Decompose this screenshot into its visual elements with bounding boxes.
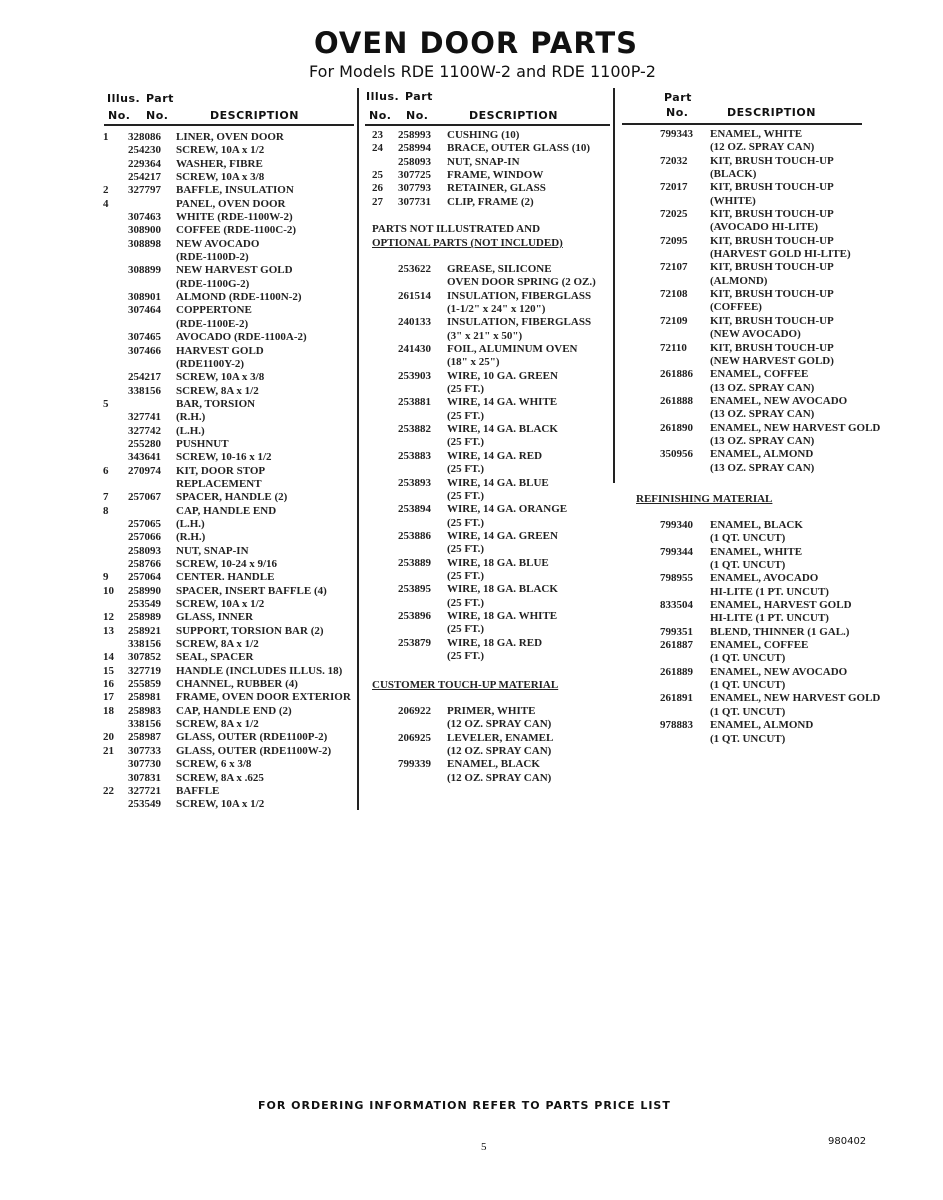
part-description: (1 QT. UNCUT)	[710, 652, 786, 665]
part-number: 270974	[128, 464, 161, 477]
part-number: 308900	[128, 224, 161, 237]
part-description: ENAMEL, HARVEST GOLD	[710, 599, 852, 612]
part-description: (AVOCADO HI-LITE)	[710, 221, 819, 234]
part-description: (WHITE)	[710, 194, 756, 207]
illus-number: 17	[103, 691, 114, 704]
illus-number: 1	[103, 131, 109, 143]
part-description: (25 FT.)	[447, 436, 485, 449]
part-number: 258990	[128, 584, 161, 597]
part-number: 72032	[660, 154, 688, 167]
part-number: 254217	[128, 371, 161, 384]
part-number: 261887	[660, 639, 693, 652]
part-description: (13 OZ. SPRAY CAN)	[710, 434, 815, 447]
part-description: RETAINER, GLASS	[447, 182, 546, 195]
part-description: SPACER, INSERT BAFFLE (4)	[176, 584, 327, 597]
part-number: 307730	[128, 758, 161, 771]
part-number: 308898	[128, 237, 161, 250]
part-description: SCREW, 10A x 1/2	[176, 598, 265, 611]
illus-number: 5	[103, 397, 109, 410]
part-description: (1 QT. UNCUT)	[710, 559, 786, 572]
part-number: 258921	[128, 624, 161, 637]
part-description: WIRE, 14 GA. RED	[447, 449, 543, 462]
part-description: INSULATION, FIBERGLASS	[447, 289, 592, 302]
part-description: (13 OZ. SPRAY CAN)	[710, 461, 815, 474]
part-number: 307731	[398, 195, 431, 208]
part-number: 261888	[660, 394, 693, 407]
part-description: (L.H.)	[176, 424, 205, 437]
part-description: WIRE, 18 GA. WHITE	[447, 609, 558, 622]
part-description: SCREW, 6 x 3/8	[176, 758, 252, 771]
part-description: (1-1/2" x 24" x 120")	[447, 303, 546, 316]
part-number: 258093	[128, 544, 161, 557]
part-description: HI-LITE (1 PT. UNCUT)	[710, 585, 829, 598]
part-description: GLASS, INNER	[176, 611, 254, 624]
illus-number: 2	[103, 184, 109, 197]
part-description: (L.H.)	[176, 517, 205, 530]
illus-number: 23	[372, 129, 383, 141]
section-heading-line: CUSTOMER TOUCH-UP MATERIAL	[372, 679, 559, 691]
part-number: 307463	[128, 211, 161, 224]
illus-number: 15	[103, 664, 114, 677]
part-description: (RDE-1100D-2)	[176, 251, 249, 264]
part-description: SCREW, 10A x 1/2	[176, 798, 265, 811]
part-number: 72095	[660, 234, 688, 247]
header-description: DESCRIPTION	[727, 106, 816, 119]
part-description: (1 QT. UNCUT)	[710, 679, 786, 692]
part-description: (ALMOND)	[710, 274, 768, 287]
part-description: KIT, BRUSH TOUCH-UP	[710, 288, 834, 301]
part-description: NEW AVOCADO	[176, 237, 260, 250]
header-part-no: No.	[406, 109, 429, 122]
part-description: SCREW, 10A x 3/8	[176, 371, 265, 384]
part-description: BLEND, THINNER (1 GAL.)	[710, 625, 850, 638]
part-description: KIT, BRUSH TOUCH-UP	[710, 208, 834, 221]
header-rule	[104, 124, 354, 126]
part-description: (R.H.)	[176, 531, 206, 544]
part-number: 799343	[660, 128, 693, 140]
part-description: (12 OZ. SPRAY CAN)	[447, 745, 552, 758]
part-number: 253894	[398, 503, 431, 516]
part-description: (RDE1100Y-2)	[176, 357, 245, 370]
part-description: KIT, BRUSH TOUCH-UP	[710, 154, 834, 167]
part-description: (25 FT.)	[447, 649, 485, 662]
part-description: SCREW, 8A x 1/2	[176, 638, 259, 651]
part-description: BAFFLE, INSULATION	[176, 184, 294, 197]
part-number: 253903	[398, 369, 431, 382]
ordering-footer: FOR ORDERING INFORMATION REFER TO PARTS PRICE LIST	[258, 1099, 671, 1112]
part-description: (18" x 25")	[447, 356, 500, 369]
part-description: SUPPORT, TORSION BAR (2)	[176, 624, 324, 637]
header-rule	[622, 123, 862, 125]
header-part: Part	[146, 92, 174, 105]
part-description: WHITE (RDE-1100W-2)	[176, 211, 293, 224]
part-description: WIRE, 14 GA. BLUE	[447, 476, 549, 489]
part-description: SCREW, 10A x 1/2	[176, 144, 265, 157]
part-description: KIT, BRUSH TOUCH-UP	[710, 314, 834, 327]
part-description: (1 QT. UNCUT)	[710, 532, 786, 545]
part-description: HANDLE (INCLUDES ILLUS. 18)	[176, 664, 343, 677]
page-title: OVEN DOOR PARTS	[313, 26, 639, 60]
part-description: (RDE-1100E-2)	[176, 317, 249, 330]
part-number: 258983	[128, 704, 161, 717]
illus-number: 9	[103, 571, 109, 584]
part-number: 257065	[128, 517, 161, 530]
part-number: 241430	[398, 343, 431, 356]
part-description: ENAMEL, NEW AVOCADO	[710, 665, 848, 678]
part-number: 343641	[128, 451, 161, 464]
part-description: WIRE, 18 GA. RED	[447, 636, 543, 649]
part-description: (12 OZ. SPRAY CAN)	[447, 718, 552, 731]
illus-number: 26	[372, 182, 383, 195]
part-number: 258987	[128, 731, 161, 744]
part-description: (NEW HARVEST GOLD)	[710, 354, 834, 367]
part-description: COFFEE (RDE-1100C-2)	[176, 224, 297, 237]
part-number: 72017	[660, 181, 688, 194]
part-description: (NEW AVOCADO)	[710, 328, 801, 341]
part-number: 257064	[128, 571, 161, 584]
header-part: Part	[664, 91, 692, 104]
illus-number: 8	[103, 504, 109, 517]
column-divider	[613, 88, 615, 483]
part-number: 253879	[398, 636, 431, 649]
part-number: 261891	[660, 692, 693, 705]
part-description: SCREW, 8A x .625	[176, 771, 264, 784]
part-description: CLIP, FRAME (2)	[447, 195, 534, 208]
part-description: (12 OZ. SPRAY CAN)	[710, 141, 815, 154]
part-description: ENAMEL, BLACK	[447, 758, 540, 771]
part-description: CUSHING (10)	[447, 129, 520, 141]
document-code: 980402	[828, 1136, 867, 1147]
part-number: 206922	[398, 705, 431, 717]
part-description: ENAMEL, BLACK	[710, 519, 803, 531]
part-description: KIT, BRUSH TOUCH-UP	[710, 234, 834, 247]
section-heading-line: PARTS NOT ILLUSTRATED AND	[372, 223, 541, 235]
part-description: (1 QT. UNCUT)	[710, 732, 786, 745]
column-divider	[357, 88, 359, 810]
part-description: ENAMEL, WHITE	[710, 128, 803, 140]
illus-number: 25	[372, 169, 383, 182]
part-description: NUT, SNAP-IN	[176, 544, 249, 557]
part-description: GREASE, SILICONE	[447, 263, 552, 275]
part-description: GLASS, OUTER (RDE1100W-2)	[176, 744, 332, 757]
part-description: SEAL, SPACER	[176, 651, 254, 664]
section-heading-line: REFINISHING MATERIAL	[636, 493, 773, 505]
part-description: KIT, DOOR STOP	[176, 464, 266, 477]
part-number: 253881	[398, 396, 431, 409]
part-number: 229364	[128, 157, 161, 170]
header-part-no: No.	[666, 106, 689, 119]
part-description: BRACE, OUTER GLASS (10)	[447, 142, 591, 155]
part-description: SCREW, 8A x 1/2	[176, 718, 259, 731]
part-number: 258994	[398, 142, 431, 155]
part-description: ALMOND (RDE-1100N-2)	[176, 291, 302, 304]
part-description: (25 FT.)	[447, 489, 485, 502]
part-number: 253622	[398, 263, 431, 275]
part-description: (HARVEST GOLD HI-LITE)	[710, 248, 851, 261]
part-description: OVEN DOOR SPRING (2 OZ.)	[447, 276, 596, 289]
part-number: 253882	[398, 423, 431, 436]
part-description: (25 FT.)	[447, 516, 485, 529]
part-description: LEVELER, ENAMEL	[447, 731, 554, 744]
part-description: ENAMEL, COFFEE	[710, 639, 809, 652]
part-number: 253889	[398, 556, 431, 569]
header-description: DESCRIPTION	[469, 109, 558, 122]
part-description: KIT, BRUSH TOUCH-UP	[710, 181, 834, 194]
part-number: 307464	[128, 304, 161, 317]
part-number: 307725	[398, 169, 431, 182]
part-number: 258093	[398, 155, 431, 168]
part-number: 833504	[660, 599, 693, 612]
part-description: KIT, BRUSH TOUCH-UP	[710, 341, 834, 354]
part-description: (25 FT.)	[447, 463, 485, 476]
part-number: 338156	[128, 384, 161, 397]
part-number: 327721	[128, 784, 161, 797]
part-description: WIRE, 18 GA. BLACK	[447, 583, 558, 596]
part-description: NEW HARVEST GOLD	[176, 264, 293, 277]
part-description: AVOCADO (RDE-1100A-2)	[176, 331, 307, 344]
part-description: FRAME, WINDOW	[447, 169, 544, 182]
part-description: ENAMEL, NEW AVOCADO	[710, 394, 848, 407]
part-number: 327742	[128, 424, 161, 437]
part-description: (25 FT.)	[447, 623, 485, 636]
part-description: WASHER, FIBRE	[176, 157, 263, 170]
illus-number: 12	[103, 611, 114, 624]
part-description: PRIMER, WHITE	[447, 705, 536, 717]
part-number: 206925	[398, 731, 431, 744]
part-description: CAP, HANDLE END (2)	[176, 704, 292, 717]
part-description: (12 OZ. SPRAY CAN)	[447, 771, 552, 784]
part-number: 258993	[398, 129, 431, 141]
part-number: 240133	[398, 316, 431, 329]
part-description: ENAMEL, NEW HARVEST GOLD	[710, 692, 881, 705]
part-number: 307852	[128, 651, 161, 664]
part-number: 307466	[128, 344, 161, 357]
illus-number: 14	[103, 651, 114, 664]
part-description: WIRE, 14 GA. GREEN	[447, 529, 558, 542]
part-description: (13 OZ. SPRAY CAN)	[710, 381, 815, 394]
part-number: 255280	[128, 437, 161, 450]
part-description: BAFFLE	[176, 784, 220, 797]
part-description: (25 FT.)	[447, 543, 485, 556]
part-description: INSULATION, FIBERGLASS	[447, 316, 592, 329]
part-description: (RDE-1100G-2)	[176, 277, 250, 290]
part-number: 253549	[128, 598, 161, 611]
part-number: 72110	[660, 341, 687, 354]
illus-number: 18	[103, 704, 114, 717]
part-number: 254217	[128, 171, 161, 184]
part-description: (25 FT.)	[447, 569, 485, 582]
part-description: HI-LITE (1 PT. UNCUT)	[710, 612, 829, 625]
header-part-no: No.	[146, 109, 169, 122]
header-rule	[365, 124, 610, 126]
illus-number: 24	[372, 142, 383, 155]
page-subtitle: For Models RDE 1100W-2 and RDE 1100P-2	[309, 62, 656, 81]
part-number: 72108	[660, 288, 688, 301]
part-description: ENAMEL, WHITE	[710, 545, 803, 558]
part-description: (25 FT.)	[447, 596, 485, 609]
part-number: 258766	[128, 558, 161, 570]
part-number: 799344	[660, 545, 693, 558]
part-description: ENAMEL, ALMOND	[710, 448, 814, 461]
part-number: 327797	[128, 184, 161, 197]
part-number: 307831	[128, 771, 161, 784]
part-number: 72025	[660, 208, 688, 221]
part-number: 254230	[128, 144, 161, 157]
part-description: (13 OZ. SPRAY CAN)	[710, 408, 815, 421]
part-number: 253896	[398, 609, 431, 622]
part-description: (BLACK)	[710, 168, 757, 181]
page-number: 5	[481, 1141, 487, 1153]
part-number: 338156	[128, 638, 161, 651]
part-description: WIRE, 14 GA. ORANGE	[447, 503, 568, 516]
part-number: 338156	[128, 718, 161, 731]
part-description: BAR, TORSION	[176, 397, 256, 410]
illus-number: 7	[103, 491, 109, 504]
part-number: 253549	[128, 798, 161, 811]
part-description: PUSHNUT	[176, 437, 229, 450]
part-description: WIRE, 14 GA. WHITE	[447, 396, 558, 409]
part-number: 257066	[128, 531, 161, 544]
part-description: CHANNEL, RUBBER (4)	[176, 678, 298, 691]
part-number: 978883	[660, 719, 693, 732]
header-illus: Illus.	[366, 90, 400, 103]
part-number: 72107	[660, 261, 688, 274]
part-description: WIRE, 14 GA. BLACK	[447, 423, 558, 436]
illus-number: 27	[372, 195, 383, 208]
section-heading-line: OPTIONAL PARTS (NOT INCLUDED)	[372, 237, 563, 249]
part-description: WIRE, 10 GA. GREEN	[447, 369, 558, 382]
part-number: 327741	[128, 411, 161, 424]
part-number: 798955	[660, 572, 693, 585]
part-number: 799340	[660, 519, 693, 531]
part-number: 261890	[660, 421, 693, 434]
illus-number: 16	[103, 678, 114, 691]
part-description: SCREW, 10A x 3/8	[176, 171, 265, 184]
part-number: 307733	[128, 744, 161, 757]
illus-number: 21	[103, 744, 114, 757]
section-heading-not-illustrated	[372, 222, 563, 250]
illus-number: 10	[103, 584, 114, 597]
part-description: PANEL, OVEN DOOR	[176, 197, 286, 210]
part-description: NUT, SNAP-IN	[447, 155, 520, 168]
part-number: 253895	[398, 583, 431, 596]
part-description: LINER, OVEN DOOR	[176, 131, 284, 143]
part-description: (25 FT.)	[447, 383, 485, 396]
header-part: Part	[405, 90, 433, 103]
part-description: FRAME, OVEN DOOR EXTERIOR	[176, 691, 351, 704]
part-number: 72109	[660, 314, 688, 327]
part-number: 308901	[128, 291, 161, 304]
part-description: (COFFEE)	[710, 301, 762, 314]
illus-number: 22	[103, 784, 114, 797]
part-description: (1 QT. UNCUT)	[710, 705, 786, 718]
part-number: 258989	[128, 611, 161, 624]
part-description: GLASS, OUTER (RDE1100P-2)	[176, 731, 328, 744]
part-number: 257067	[128, 491, 161, 504]
part-description: ENAMEL, COFFEE	[710, 368, 809, 381]
part-description: WIRE, 18 GA. BLUE	[447, 556, 549, 569]
part-number: 328086	[128, 131, 161, 143]
part-number: 253886	[398, 529, 431, 542]
part-description: SCREW, 8A x 1/2	[176, 384, 259, 397]
header-description: DESCRIPTION	[210, 109, 299, 122]
part-description: KIT, BRUSH TOUCH-UP	[710, 261, 834, 274]
illus-number: 20	[103, 731, 114, 744]
part-number: 255859	[128, 678, 161, 691]
section-heading-refinishing	[636, 492, 772, 506]
illus-number: 13	[103, 624, 114, 637]
part-number: 261514	[398, 289, 431, 302]
part-description: HARVEST GOLD	[176, 344, 264, 357]
part-description: CAP, HANDLE END	[176, 504, 277, 517]
illus-number: 4	[103, 197, 109, 210]
part-number: 327719	[128, 664, 161, 677]
part-description: FOIL, ALUMINUM OVEN	[447, 343, 578, 356]
part-description: ENAMEL, ALMOND	[710, 719, 814, 732]
part-description: SCREW, 10-16 x 1/2	[176, 451, 272, 464]
part-number: 307465	[128, 331, 161, 344]
part-description: ENAMEL, AVOCADO	[710, 572, 819, 585]
part-number: 308899	[128, 264, 161, 277]
part-description: (R.H.)	[176, 411, 206, 424]
part-description: COPPERTONE	[176, 304, 252, 317]
part-description: CENTER. HANDLE	[176, 571, 275, 584]
part-description: (25 FT.)	[447, 409, 485, 422]
part-description: SPACER, HANDLE (2)	[176, 491, 288, 504]
header-illus: Illus.	[107, 92, 141, 105]
part-number: 350956	[660, 448, 693, 461]
part-description: SCREW, 10-24 x 9/16	[176, 558, 278, 570]
part-description: (3" x 21" x 50")	[447, 329, 523, 342]
header-illus-no: No.	[108, 109, 131, 122]
part-number: 258981	[128, 691, 161, 704]
illus-number: 6	[103, 464, 109, 477]
part-number: 261889	[660, 665, 693, 678]
part-description: ENAMEL, NEW HARVEST GOLD	[710, 421, 881, 434]
section-heading-touchup	[372, 678, 558, 692]
part-number: 253893	[398, 476, 431, 489]
part-number: 307793	[398, 182, 431, 195]
part-description: REPLACEMENT	[176, 477, 262, 490]
part-number: 253883	[398, 449, 431, 462]
part-number: 799351	[660, 625, 693, 638]
header-illus-no: No.	[369, 109, 392, 122]
part-number: 799339	[398, 758, 431, 771]
part-number: 261886	[660, 368, 693, 381]
